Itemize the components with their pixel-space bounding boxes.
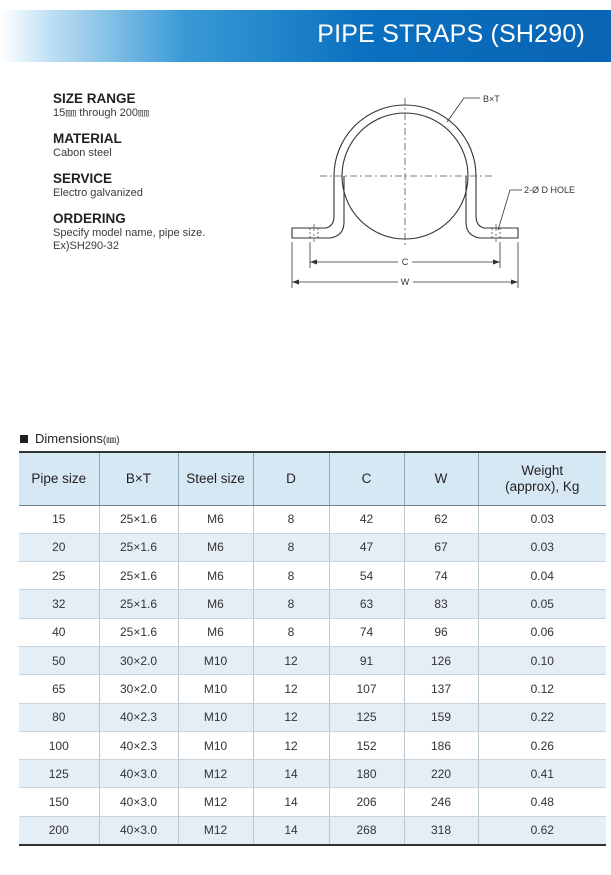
table-cell: 40×3.0: [99, 788, 178, 816]
table-cell: 100: [19, 731, 99, 759]
table-cell: 0.05: [478, 590, 606, 618]
table-cell: 67: [404, 533, 478, 561]
table-cell: 12: [253, 675, 329, 703]
table-cell: 40: [19, 618, 99, 646]
table-row: [19, 505, 606, 533]
table-cell: 25×1.6: [99, 618, 178, 646]
info-section: [53, 210, 283, 253]
table-cell: 74: [404, 562, 478, 590]
bullet-square-icon: [20, 435, 28, 443]
table-cell: 40×2.3: [99, 731, 178, 759]
table-cell: 152: [329, 731, 404, 759]
table-cell: 25×1.6: [99, 590, 178, 618]
table-cell: 268: [329, 816, 404, 844]
table-cell: 65: [19, 675, 99, 703]
table-cell: 8: [253, 533, 329, 561]
table-cell: 8: [253, 590, 329, 618]
table-header-cell: Weight (approx), Kg: [478, 452, 606, 505]
table-cell: 220: [404, 760, 478, 788]
table-row: [19, 675, 606, 703]
page-title: PIPE STRAPS (SH290): [317, 20, 585, 48]
info-heading: SERVICE: [53, 171, 113, 186]
table-row: [19, 816, 606, 844]
table-cell: 0.22: [478, 703, 606, 731]
table-cell: 206: [329, 788, 404, 816]
table-cell: 107: [329, 675, 404, 703]
table-cell: 137: [404, 675, 478, 703]
table-cell: 12: [253, 703, 329, 731]
table-cell: 32: [19, 590, 99, 618]
table-row: [19, 646, 606, 674]
info-text: Ex)SH290-32: [53, 240, 120, 252]
table-cell: 14: [253, 788, 329, 816]
table-cell: 159: [404, 703, 478, 731]
table-cell: 74: [329, 618, 404, 646]
table-cell: 83: [404, 590, 478, 618]
table-cell: 42: [329, 505, 404, 533]
table-cell: M10: [178, 731, 253, 759]
info-heading: SIZE RANGE: [53, 91, 136, 106]
table-cell: 0.03: [478, 505, 606, 533]
table-cell: 180: [329, 760, 404, 788]
table-cell: M6: [178, 562, 253, 590]
table-row: [19, 590, 606, 618]
hole-label: 2-Ø D HOLE: [524, 185, 576, 195]
table-cell: M12: [178, 760, 253, 788]
table-cell: 20: [19, 533, 99, 561]
info-heading: ORDERING: [53, 211, 126, 226]
table-cell: 0.48: [478, 788, 606, 816]
table-row: [19, 533, 606, 561]
table-cell: 14: [253, 760, 329, 788]
table-cell: 25×1.6: [99, 533, 178, 561]
table-cell: 30×2.0: [99, 646, 178, 674]
center-lines: [314, 98, 496, 246]
dimensions-heading: [20, 431, 120, 446]
table-cell: 12: [253, 646, 329, 674]
table-cell: 54: [329, 562, 404, 590]
table-header-cell: B×T: [99, 452, 178, 505]
info-heading: MATERIAL: [53, 131, 122, 146]
table-cell: M6: [178, 590, 253, 618]
table-cell: 25×1.6: [99, 505, 178, 533]
table-cell: 0.04: [478, 562, 606, 590]
table-header-cell: D: [253, 452, 329, 505]
table-header-cell: C: [329, 452, 404, 505]
table-cell: 0.03: [478, 533, 606, 561]
dimensions-title: Dimensions: [35, 431, 103, 446]
title-banner: [0, 10, 611, 62]
table-row: [19, 731, 606, 759]
info-section: [53, 170, 283, 200]
table-cell: 200: [19, 816, 99, 844]
table-cell: 318: [404, 816, 478, 844]
info-section: [53, 130, 283, 160]
table-cell: 0.26: [478, 731, 606, 759]
table-cell: 47: [329, 533, 404, 561]
table-cell: 0.06: [478, 618, 606, 646]
table-row: [19, 618, 606, 646]
info-text: Electro galvanized: [53, 187, 143, 199]
table-cell: M6: [178, 505, 253, 533]
table-cell: 15: [19, 505, 99, 533]
table-cell: M10: [178, 703, 253, 731]
table-cell: 91: [329, 646, 404, 674]
info-section: [53, 90, 283, 120]
dimensions-table: [19, 451, 606, 846]
table-cell: 126: [404, 646, 478, 674]
table-cell: 125: [19, 760, 99, 788]
table-cell: M12: [178, 788, 253, 816]
table-cell: 40×3.0: [99, 816, 178, 844]
table-cell: 8: [253, 562, 329, 590]
table-header-row: [19, 452, 606, 505]
table-cell: 150: [19, 788, 99, 816]
bt-label: B×T: [483, 94, 500, 104]
table-cell: 125: [329, 703, 404, 731]
table-cell: 246: [404, 788, 478, 816]
pipe-strap-drawing: [286, 84, 576, 304]
w-label: W: [400, 277, 410, 287]
table-cell: 8: [253, 505, 329, 533]
table-cell: 0.12: [478, 675, 606, 703]
table-cell: 8: [253, 618, 329, 646]
c-label: C: [401, 257, 409, 267]
dimensions-unit: (㎜): [102, 435, 120, 446]
table-cell: 186: [404, 731, 478, 759]
table-cell: M6: [178, 618, 253, 646]
table-cell: 80: [19, 703, 99, 731]
table-cell: M6: [178, 533, 253, 561]
info-text: Cabon steel: [53, 147, 112, 159]
table-cell: 63: [329, 590, 404, 618]
table-cell: 40×2.3: [99, 703, 178, 731]
table-cell: 25: [19, 562, 99, 590]
table-header-cell: Steel size: [178, 452, 253, 505]
table-cell: 96: [404, 618, 478, 646]
table-cell: 30×2.0: [99, 675, 178, 703]
table-cell: 40×3.0: [99, 760, 178, 788]
table-cell: M10: [178, 646, 253, 674]
table-row: [19, 760, 606, 788]
table-cell: 12: [253, 731, 329, 759]
info-text: Specify model name, pipe size.: [53, 227, 206, 239]
table-header-cell: W: [404, 452, 478, 505]
table-row: [19, 562, 606, 590]
table-cell: 25×1.6: [99, 562, 178, 590]
table-cell: 50: [19, 646, 99, 674]
spec-info: [53, 90, 283, 263]
table-cell: 62: [404, 505, 478, 533]
table-cell: M10: [178, 675, 253, 703]
table-row: [19, 703, 606, 731]
table-cell: 0.10: [478, 646, 606, 674]
table-cell: M12: [178, 816, 253, 844]
table-header-cell: Pipe size: [19, 452, 99, 505]
table-cell: 0.62: [478, 816, 606, 844]
info-text: 15㎜ through 200㎜: [53, 107, 150, 119]
table-row: [19, 788, 606, 816]
table-cell: 0.41: [478, 760, 606, 788]
table-cell: 14: [253, 816, 329, 844]
